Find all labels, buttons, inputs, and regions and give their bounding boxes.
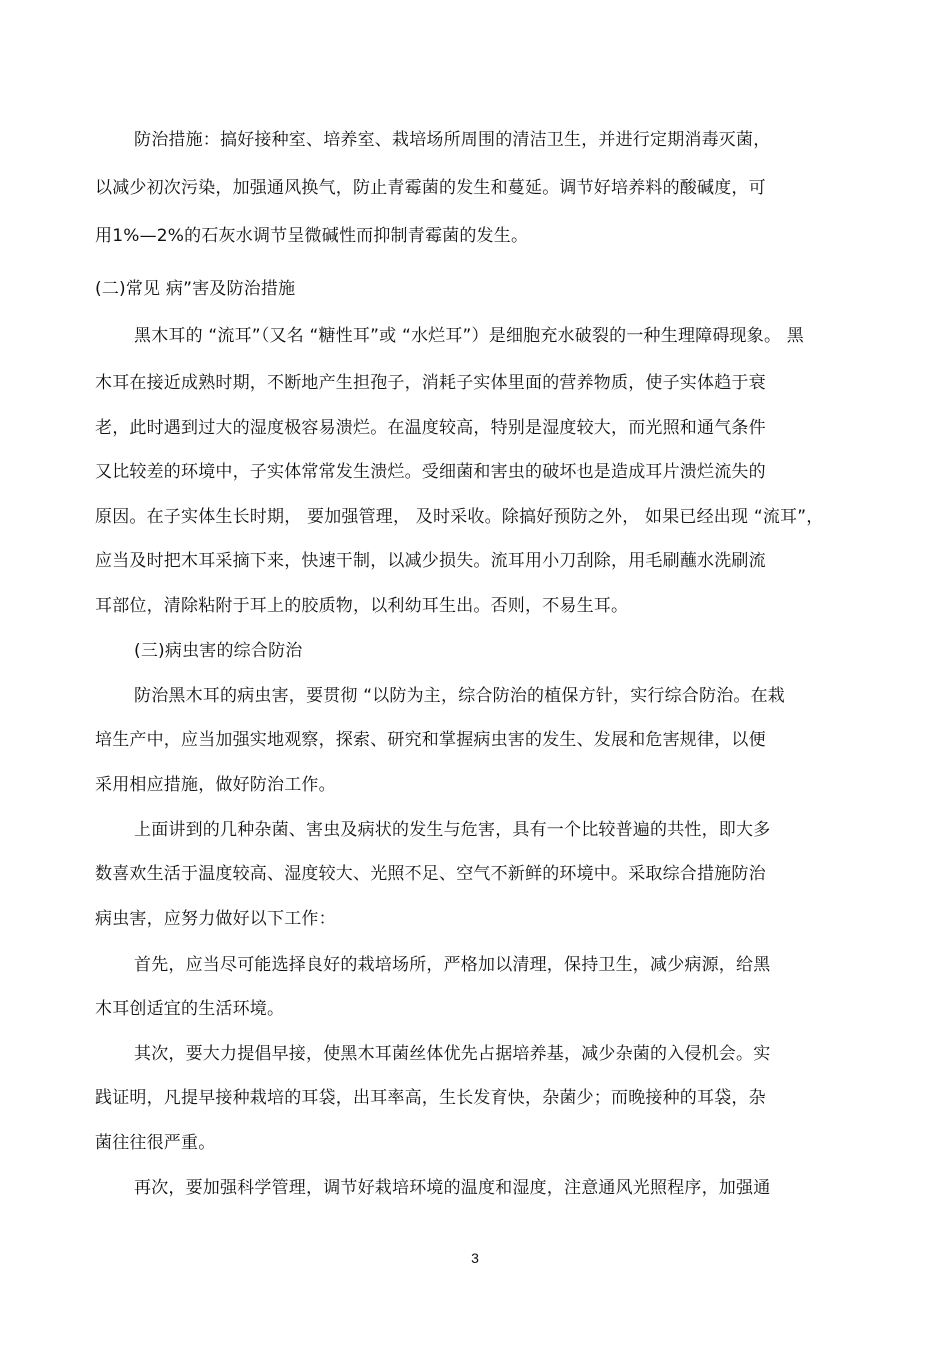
- paragraph-line: 木耳在接近成熟时期，不断地产生担孢子，消耗子实体里面的营养物质，使子实体趋于衰: [95, 373, 766, 393]
- paragraph-line: 培生产中，应当加强实地观察，探索、研究和掌握病虫害的发生、发展和危害规律，以便: [95, 730, 766, 750]
- page-number: 3: [471, 1250, 479, 1266]
- paragraph-line: 用1%—2%的石灰水调节呈微碱性而抑制青霉菌的发生。: [95, 226, 529, 246]
- paragraph-line: 菌往往很严重。: [95, 1133, 216, 1153]
- paragraph-line: 再次，要加强科学管理，调节好栽培环境的温度和湿度，注意通风光照程序，加强通: [134, 1178, 771, 1198]
- paragraph-line: 病虫害，应努力做好以下工作：: [95, 909, 336, 929]
- paragraph-line: 原因。在子实体生长时期， 要加强管理， 及时采收。除搞好预防之外， 如果已经出现 “流耳”，: [95, 507, 824, 527]
- paragraph-line: 上面讲到的几种杂菌、害虫及病状的发生与危害，具有一个比较普遍的共性，即大多: [134, 820, 771, 840]
- paragraph-line: 又比较差的环境中，子实体常常发生溃烂。受细菌和害虫的破坏也是造成耳片溃烂流失的: [95, 462, 766, 482]
- section-heading: (三)病虫害的综合防治: [134, 641, 303, 661]
- paragraph-line: 应当及时把木耳采摘下来，快速干制，以减少损失。流耳用小刀刮除，用毛刷蘸水洗刷流: [95, 551, 766, 571]
- paragraph-line: 数喜欢生活于温度较高、湿度较大、光照不足、空气不新鲜的环境中。采取综合措施防治: [95, 864, 766, 884]
- paragraph-line: 采用相应措施，做好防治工作。: [95, 775, 336, 795]
- paragraph-line: 践证明，凡提早接种栽培的耳袋，出耳率高，生长发育快，杂菌少；而晚接种的耳袋，杂: [95, 1088, 766, 1108]
- paragraph-line: 防治黑木耳的病虫害，要贯彻 “以防为主，综合防治的植保方针，实行综合防治。在栽: [134, 686, 786, 706]
- section-heading: (二)常见 病”害及防治措施: [95, 279, 296, 299]
- paragraph-line: 防治措施：搞好接种室、培养室、栽培场所周围的清洁卫生，并进行定期消毒灭菌，: [134, 130, 771, 150]
- paragraph-line: 以减少初次污染，加强通风换气，防止青霉菌的发生和蔓延。调节好培养料的酸碱度，可: [95, 178, 766, 198]
- paragraph-line: 其次，要大力提倡早接，使黑木耳菌丝体优先占据培养基，减少杂菌的入侵机会。实: [134, 1044, 771, 1064]
- paragraph-line: 黑木耳的 “流耳”（又名 “糖性耳”或 “水烂耳”）是细胞充水破裂的一种生理障碍现象。 黑: [134, 326, 804, 346]
- paragraph-line: 木耳创适宜的生活环境。: [95, 999, 285, 1019]
- paragraph-line: 首先，应当尽可能选择良好的栽培场所，严格加以清理，保持卫生，减少病源，给黑: [134, 955, 771, 975]
- paragraph-line: 耳部位，清除粘附于耳上的胶质物，以利幼耳生出。否则，不易生耳。: [95, 596, 629, 616]
- paragraph-line: 老，此时遇到过大的湿度极容易溃烂。在温度较高，特别是湿度较大，而光照和通气条件: [95, 418, 766, 438]
